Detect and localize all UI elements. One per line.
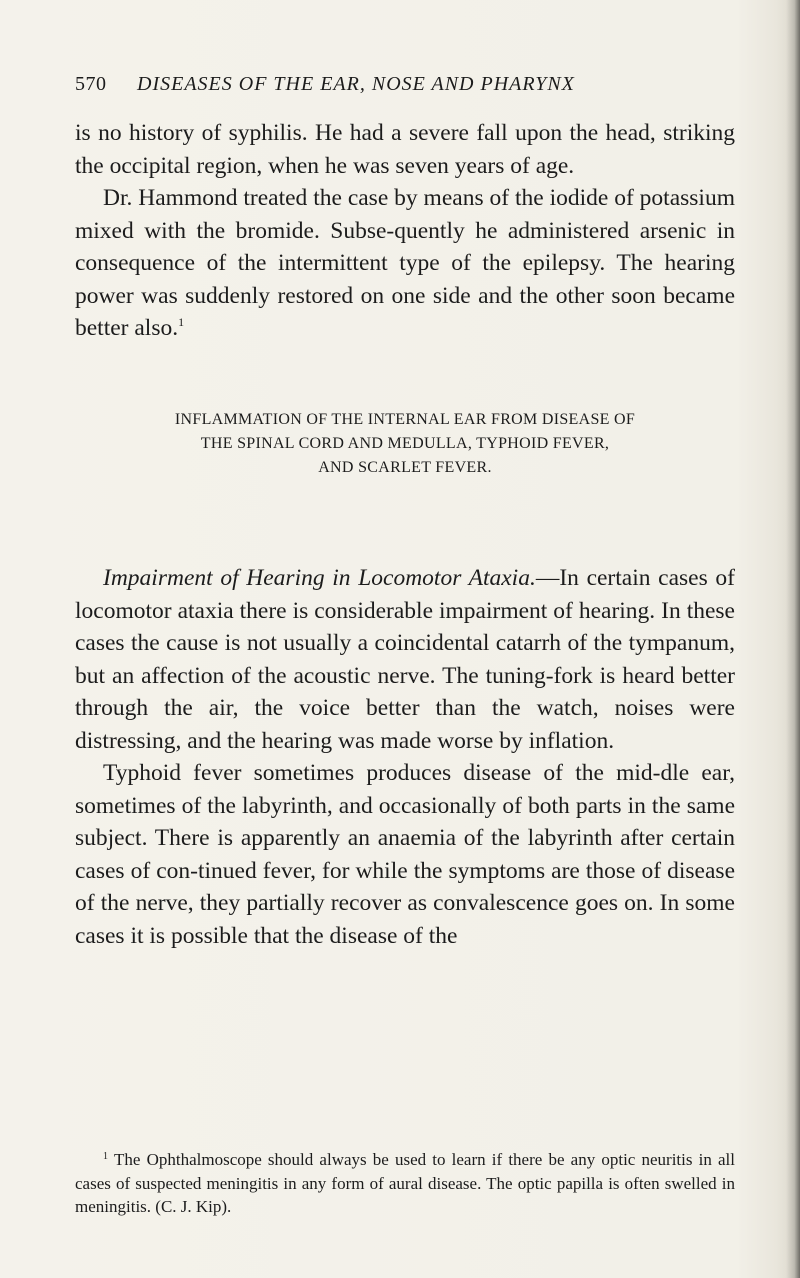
section-body <box>75 562 735 952</box>
footnote-text: The Ophthalmoscope should always be used to learn if there be any optic neuritis in all cases of suspected meningitis in any form of aural disease. The optic papilla is often swelled in meningitis. (C. J. Kip). <box>75 1150 735 1216</box>
footnote <box>75 1145 735 1219</box>
page-edge-shadow <box>786 0 800 1278</box>
running-title: DISEASES OF THE EAR, NOSE AND PHARYNX <box>137 73 575 95</box>
paragraph-locomotor-ataxia-text: —In certain cases of locomotor ataxia there is considerable impairment of hearing. In these cases the cause is not usually a coincidental catarrh of the tympanum, but an affection of the acoustic nerve. The tuning-fork is heard better through the air, the voice better than the watch, noises were distressing, and the hearing was made worse by inflation. <box>75 565 735 754</box>
footnote-paragraph <box>75 1145 735 1219</box>
paragraph-hammond-text: Dr. Hammond treated the case by means of the iodide of potassium mixed with the bromide. Subse-quently he administered arsenic in consequence of the intermittent type of the epilepsy. The hearing power was suddenly restored on one side and the other soon became better also. <box>75 185 735 341</box>
section-heading-line-1: INFLAMMATION OF THE INTERNAL EAR FROM DISEASE OF <box>174 411 636 428</box>
runin-title: Impairment of Hearing in Locomotor Ataxia. <box>103 565 536 591</box>
body-text-top <box>75 117 735 345</box>
section-heading-line-2: THE SPINAL CORD AND MEDULLA, TYPHOID FEVER, <box>200 435 610 452</box>
footnote-marker: 1 <box>103 1151 108 1162</box>
paragraph-continued: is no history of syphilis. He had a severe fall upon the head, striking the occipital region, when he was seven years of age. <box>75 120 735 179</box>
paragraph-locomotor-ataxia <box>75 562 735 757</box>
page-number: 570 <box>75 73 107 95</box>
running-head <box>75 72 735 96</box>
section-heading-line-3: AND SCARLET FEVER. <box>318 459 492 476</box>
section-heading <box>75 408 735 480</box>
paragraph-hammond <box>75 182 735 345</box>
paragraph-typhoid-fever: Typhoid fever sometimes produces disease of the mid-dle ear, sometimes of the labyrinth, and occasionally of both parts in the same subject. There is apparently an anaemia of the labyrinth after certain cases of con-tinued fever, for while the symptoms are those of disease of the nerve, they partially recover as convalescence goes on. In some cases it is possible that the disease of the <box>75 760 735 949</box>
footnote-reference: 1 <box>178 315 185 329</box>
